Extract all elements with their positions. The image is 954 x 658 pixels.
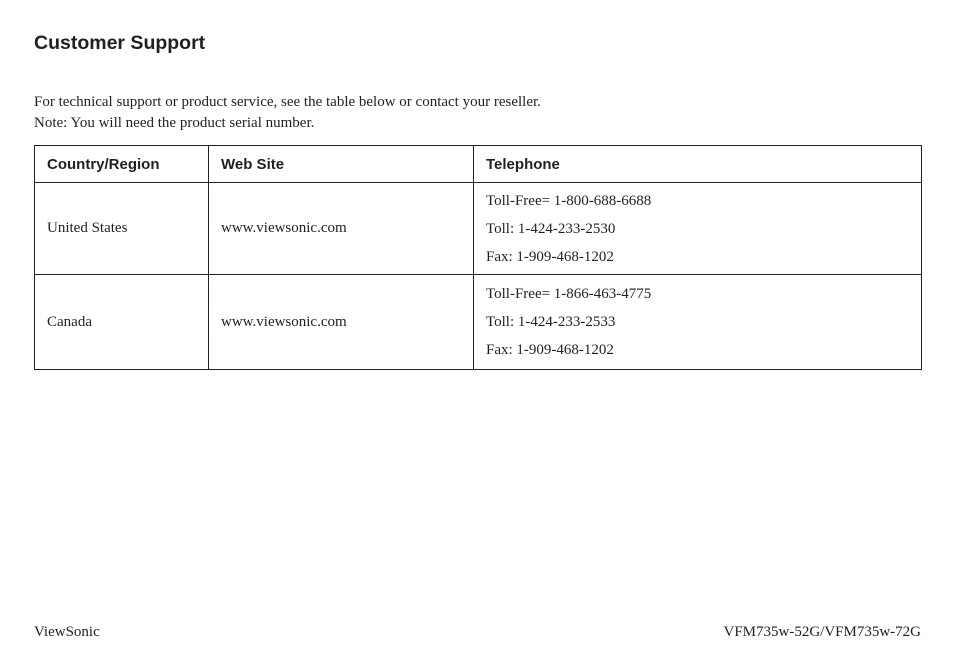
toll-free-number: Toll-Free= 1-866-463-4775 [486,286,652,302]
fax-number: Fax: 1-909-468-1202 [486,248,614,265]
telephone-cell [474,275,922,370]
toll-free-number: Toll-Free= 1-800-688-6688 [486,192,652,209]
toll-number: Toll: 1-424-233-2533 [486,314,616,330]
toll-number: Toll: 1-424-233-2530 [486,220,616,237]
country-cell: United States [35,183,209,275]
header-telephone: Telephone [474,146,922,183]
header-country-region: Country/Region [35,146,209,183]
intro-line-support: For technical support or product service, see the table below or contact your reseller. [34,94,541,110]
intro-text [34,92,541,134]
intro-line-note: Note: You will need the product serial number. [34,115,315,131]
table-row [35,275,922,370]
footer-model: VFM735w-52G/VFM735w-72G [723,624,921,640]
header-web-site: Web Site [209,146,474,183]
fax-number: Fax: 1-909-468-1202 [486,342,614,358]
telephone-cell [474,183,922,275]
country-cell: Canada [35,275,209,370]
footer-brand: ViewSonic [34,624,100,640]
page-title: Customer Support [34,32,206,54]
support-table [34,145,922,370]
website-link[interactable]: www.viewsonic.com [209,275,474,370]
table-header-row [35,146,922,183]
website-link[interactable]: www.viewsonic.com [209,183,474,275]
table-row [35,183,922,275]
